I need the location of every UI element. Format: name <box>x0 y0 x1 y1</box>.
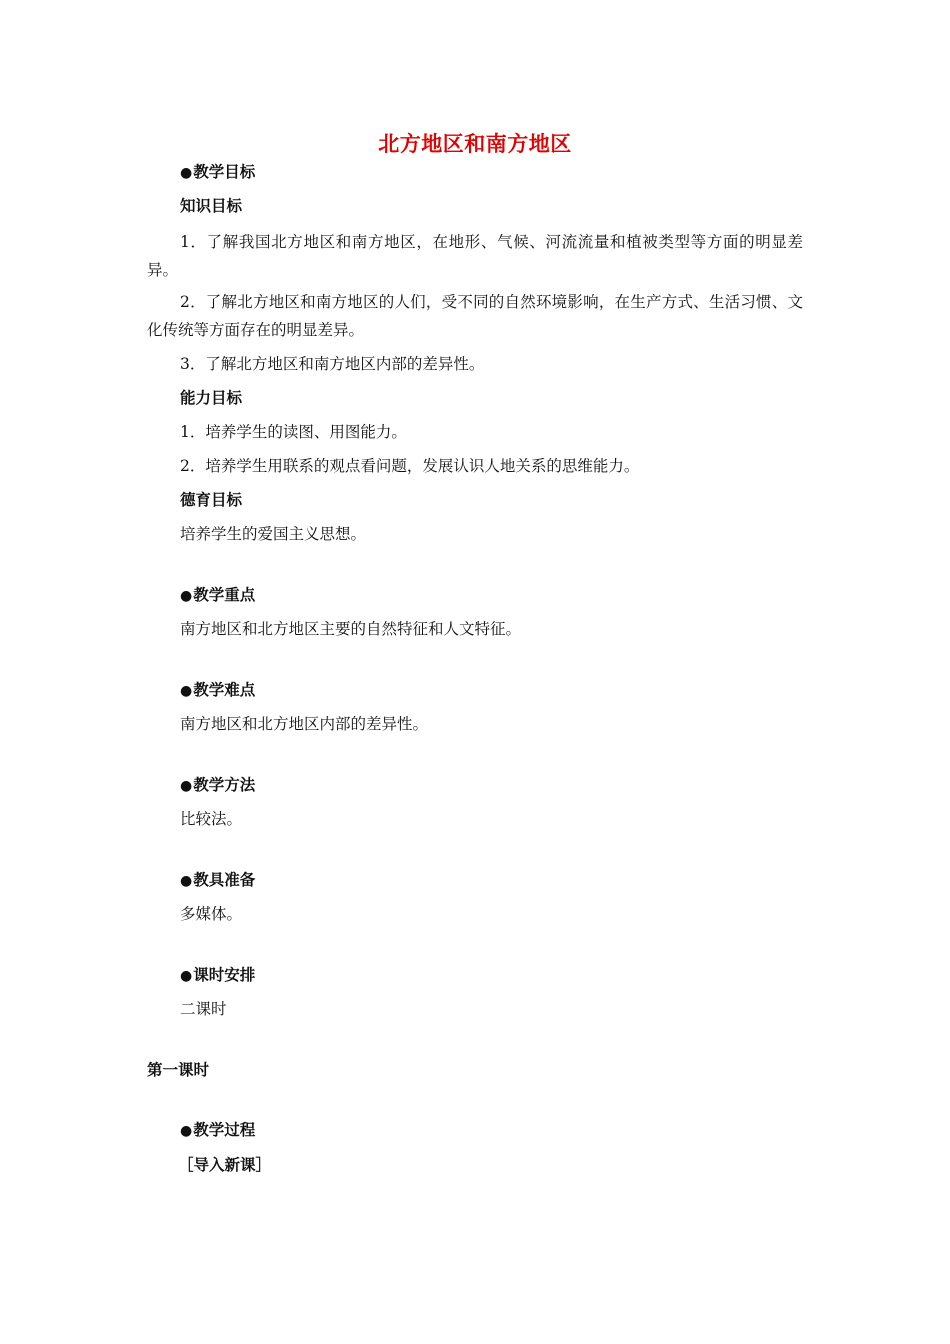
knowledge-item-2: 2．了解北方地区和南方地区的人们，受不同的自然环境影响，在生产方式、生活习惯、文化传统等方面存在的明显差异。 <box>147 293 803 339</box>
section-heading-tools: ●教具准备 <box>180 871 256 889</box>
section-heading-methods: ●教学方法 <box>180 776 256 794</box>
section-heading-objectives: ●教学目标 <box>180 163 256 181</box>
section-heading-difficulties: ●教学难点 <box>180 681 256 699</box>
intro-label: ［导入新课］ <box>178 1156 272 1174</box>
section-heading-process: ●教学过程 <box>180 1121 256 1139</box>
ability-item-1: 1．培养学生的读图、用图能力。 <box>180 423 407 441</box>
knowledge-item-3: 3．了解北方地区和南方地区内部的差异性。 <box>180 355 485 373</box>
bullet-icon: ● <box>180 873 193 889</box>
moral-text: 培养学生的爱国主义思想。 <box>180 525 367 543</box>
tools-text: 多媒体。 <box>180 905 243 923</box>
key-points-text: 南方地区和北方地区主要的自然特征和人文特征。 <box>180 620 522 638</box>
knowledge-item-1: 1．了解我国北方地区和南方地区，在地形、气候、河流流量和植被类型等方面的明显差异。 <box>147 233 803 279</box>
schedule-text: 二课时 <box>180 1000 227 1018</box>
section-heading-key-points: ●教学重点 <box>180 586 256 604</box>
subheading-knowledge: 知识目标 <box>180 197 243 215</box>
ability-item-2: 2．培养学生用联系的观点看问题，发展认识人地关系的思维能力。 <box>180 457 640 475</box>
subheading-ability: 能力目标 <box>180 389 243 407</box>
bullet-icon: ● <box>180 968 193 984</box>
subheading-moral: 德育目标 <box>180 491 243 509</box>
difficulties-text: 南方地区和北方地区内部的差异性。 <box>180 715 429 733</box>
document-title: 北方地区和南方地区 <box>378 132 572 156</box>
bullet-icon: ● <box>180 778 193 794</box>
bullet-icon: ● <box>180 1123 193 1139</box>
bullet-icon: ● <box>180 165 193 181</box>
methods-text: 比较法。 <box>180 810 243 828</box>
bullet-icon: ● <box>180 588 193 604</box>
bullet-icon: ● <box>180 683 193 699</box>
lesson-heading: 第一课时 <box>147 1061 210 1079</box>
section-heading-schedule: ●课时安排 <box>180 966 256 984</box>
